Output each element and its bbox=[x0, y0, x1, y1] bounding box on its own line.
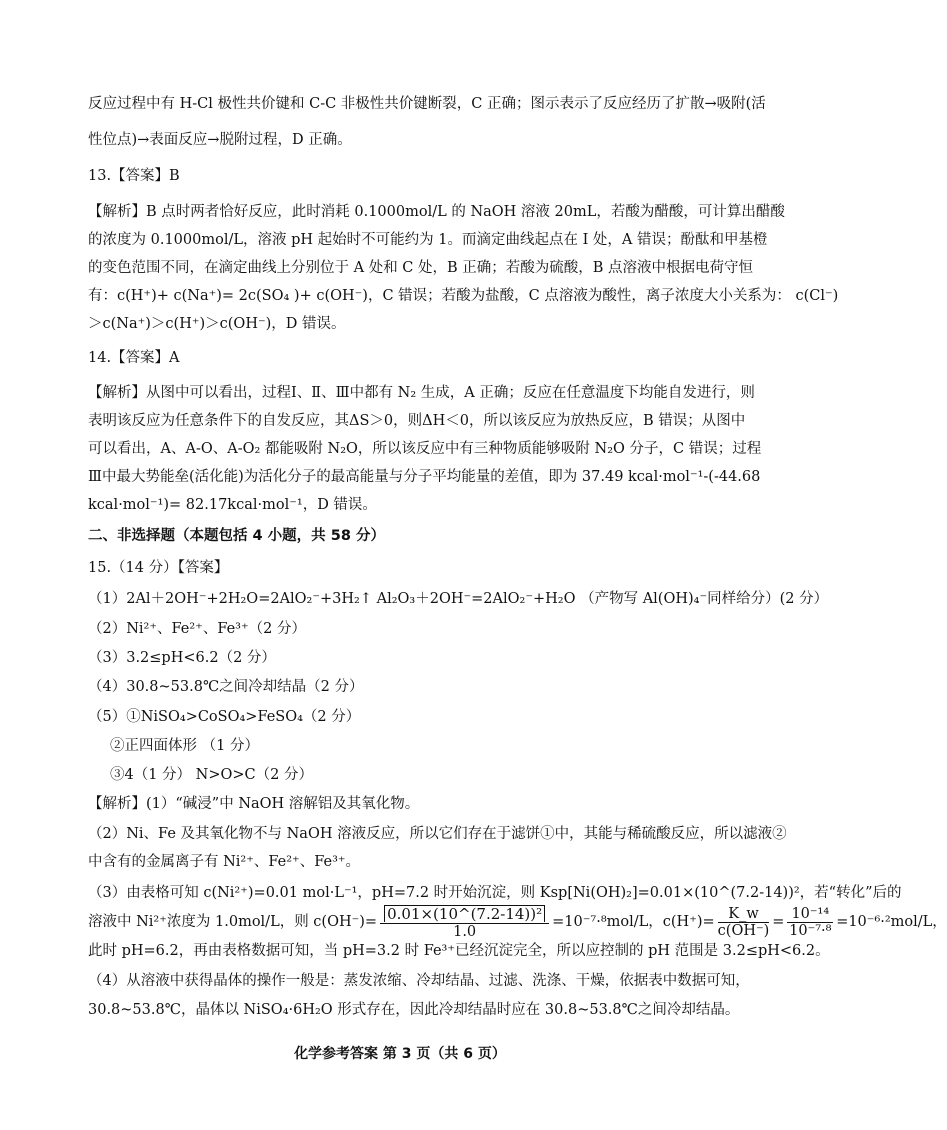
kw-numerator: K_w bbox=[718, 906, 770, 923]
text-line: （3）由表格可知 c(Ni²⁺)=0.01 mol·L⁻¹，pH=7.2 时开始沉淀，则 Ksp[Ni(OH)₂]=0.01×(10^(7.2-14))²，若“转化”后的 bbox=[88, 885, 902, 901]
section-heading: 二、非选择题（本题包括 4 小题，共 58 分） bbox=[88, 528, 385, 544]
sqrt-radicand: 0.01×(10^(7.2-14))² bbox=[384, 905, 545, 922]
text-line: 表明该反应为任意条件下的自发反应，其ΔS＞0，则ΔH＜0，所以该反应为放热反应，B 错误；从图中 bbox=[88, 413, 746, 429]
text-line: kcal·mol⁻¹)= 82.17kcal·mol⁻¹，D 错误。 bbox=[88, 497, 377, 513]
text-line: 【解析】从图中可以看出，过程Ⅰ、Ⅱ、Ⅲ中都有 N₂ 生成，A 正确；反应在任意温度下均能自发进行，则 bbox=[88, 385, 755, 401]
text-line: ＞c(Na⁺)＞c(H⁺)＞c(OH⁻)，D 错误。 bbox=[88, 316, 346, 332]
answer-item: （1）2Al＋2OH⁻+2H₂O=2AlO₂⁻+3H₂↑ Al₂O₃＋2OH⁻=2AlO₂⁻+H₂O （产物写 Al(OH)₄⁻同样给分）(2 分） bbox=[88, 591, 829, 607]
answer-item: （3）3.2≤pH<6.2（2 分） bbox=[88, 650, 276, 666]
kw-denominator: c(OH⁻) bbox=[717, 922, 770, 939]
question-14-answer: 14.【答案】A bbox=[88, 350, 180, 366]
answer-item: （4）30.8~53.8℃之间冷却结晶（2 分） bbox=[88, 679, 364, 695]
text-line: 30.8~53.8℃，晶体以 NiSO₄·6H₂O 形式存在，因此冷却结晶时应在 30.8~53.8℃之间冷却结晶。 bbox=[88, 1002, 740, 1018]
text-line: 性位点)→表面反应→脱附过程，D 正确。 bbox=[88, 132, 352, 148]
text-line: 中含有的金属离子有 Ni²⁺、Fe²⁺、Fe³⁺。 bbox=[88, 854, 361, 870]
answer-subitem: ②正四面体形 （1 分） bbox=[110, 738, 259, 754]
analysis-line: 【解析】(1）“碱浸”中 NaOH 溶解铝及其氧化物。 bbox=[88, 796, 420, 812]
kw-fraction bbox=[718, 906, 770, 939]
text-line: 【解析】B 点时两者恰好反应，此时消耗 0.1000mol/L 的 NaOH 溶液 20mL，若酸为醋酸，可计算出醋酸 bbox=[88, 204, 785, 220]
equation-prefix: 溶液中 Ni²⁺浓度为 1.0mol/L，则 c(OH⁻)= bbox=[88, 914, 378, 930]
question-13-answer: 13.【答案】B bbox=[88, 168, 180, 184]
equation-mid: =10⁻⁷·⁸mol/L，c(H⁺)= bbox=[552, 914, 715, 930]
value-numerator: 10⁻¹⁴ bbox=[787, 906, 833, 923]
answer-item: （5）①NiSO₄>CoSO₄>FeSO₄（2 分） bbox=[88, 709, 361, 725]
answer-item: （2）Ni²⁺、Fe²⁺、Fe³⁺（2 分） bbox=[88, 621, 306, 637]
text-line: Ⅲ中最大势能垒(活化能)为活化分子的最高能量与分子平均能量的差值，即为 37.49 kcal·mol⁻¹-(-44.68 bbox=[88, 469, 761, 485]
text-line: （2）Ni、Fe 及其氧化物不与 NaOH 溶液反应，所以它们存在于滤饼①中，其能与稀硫酸反应，所以滤液② bbox=[88, 826, 787, 842]
text-line: 反应过程中有 H-Cl 极性共价键和 C-C 非极性共价键断裂，C 正确；图示表示了反应经历了扩散→吸附(活 bbox=[88, 96, 766, 112]
equation-suffix: =10⁻⁶·²mol/L， bbox=[836, 914, 947, 930]
page-footer: 化学参考答案 第 3 页（共 6 页） bbox=[294, 1046, 506, 1062]
value-denominator: 10⁻⁷·⁸ bbox=[789, 922, 832, 939]
value-fraction bbox=[787, 906, 833, 939]
equation-line: 溶液中 Ni²⁺浓度为 1.0mol/L，则 c(OH⁻)= $\frac{\text{0.01×(10\textasciicircum{}(7.2-14))²}}{1.0}$ =10⁻⁷·⁸mol/L，c(H⁺)= $\frac{K\_w}{c(OH^-)}$ = $\frac{\text{10⁻¹⁴}}{\text{10⁻⁷·⁸}}$ =10⁻⁶·²mol/L， bbox=[88, 904, 947, 940]
text-line: （4）从溶液中获得晶体的操作一般是：蒸发浓缩、冷却结晶、过滤、洗涤、干燥，依据表中数据可知， bbox=[88, 973, 750, 989]
sqrt-denominator: 1.0 bbox=[453, 923, 477, 940]
text-line: 有：c(H⁺)+ c(Na⁺)= 2c(SO₄ )+ c(OH⁻)，C 错误；若酸为盐酸，C 点溶液为酸性，离子浓度大小关系为： c(Cl⁻) bbox=[88, 288, 839, 304]
question-15-answer: 15.（14 分）【答案】 bbox=[88, 560, 229, 576]
text-line: 可以看出，A、A-O、A-O₂ 都能吸附 N₂O，所以该反应中有三种物质能够吸附 N₂O 分子，C 错误；过程 bbox=[88, 441, 762, 457]
text-line: 此时 pH=6.2，再由表格数据可知，当 pH=3.2 时 Fe³⁺已经沉淀完全，所以应控制的 pH 范围是 3.2≤pH<6.2。 bbox=[88, 943, 830, 959]
answer-subitem: ③4（1 分） N>O>C（2 分） bbox=[110, 767, 313, 783]
sqrt-fraction bbox=[380, 905, 549, 940]
text-line: 的变色范围不同，在滴定曲线上分别位于 A 处和 C 处，B 正确；若酸为硫酸，B 点溶液中根据电荷守恒 bbox=[88, 260, 754, 276]
text-line: 的浓度为 0.1000mol/L，溶液 pH 起始时不可能约为 1。而滴定曲线起点在 I 处，A 错误；酚酞和甲基橙 bbox=[88, 232, 768, 248]
